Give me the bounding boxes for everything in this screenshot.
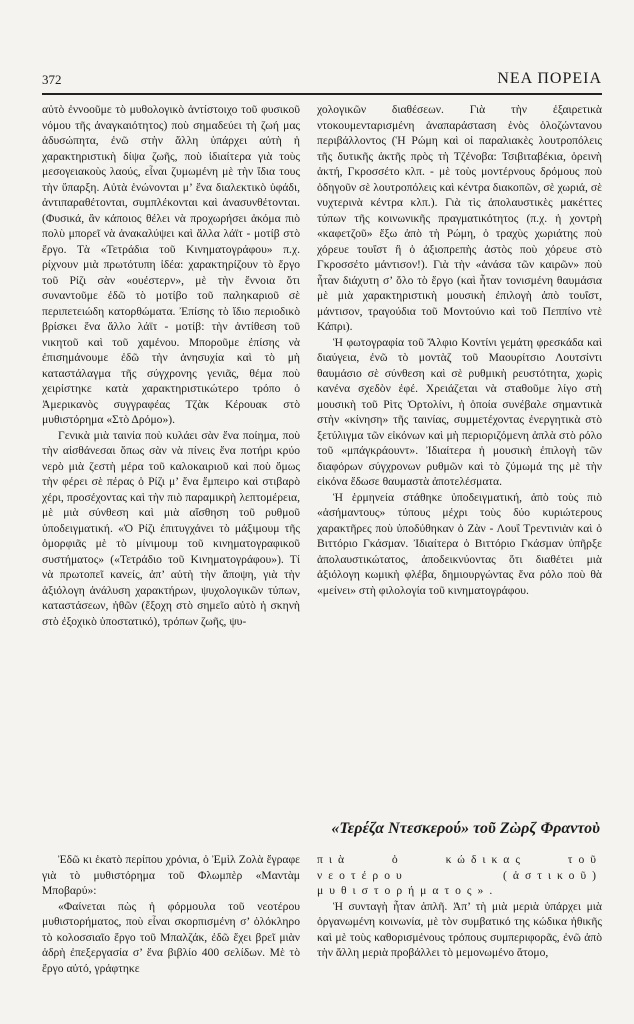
spaced-quote-end: πιὰ ὁ κώδικας τοῦ νεοτέρου (ἀστικοῦ) μυθιστορήματος». xyxy=(317,853,602,897)
paragraph: Ἡ φωτογραφία τοῦ Ἄλφιο Κοντίνι γεμάτη φρεσκάδα καὶ διαύγεια, ἐνῶ τὸ μοντὰζ τοῦ Μαουρίτσιο Λουτσίντι θαυμάσιο σὲ σύνθεση καὶ σὲ ρυθμικὴ ρευστότητα, χωρὶς κανένα σχεδὸν ἐφέ. Χρειάζεται νὰ σταθοῦμε λίγο στὴ μουσικὴ τοῦ Ρὶτς Ὀρτολίνι, ἡ ὁποία συνέβαλε σημαντικὰ στὴν «κίνηση» τῆς ταινίας, συμμετέχοντας ἐνεργητικὰ στὸ ξετύλιγμα τῶν εἰκόνων καὶ μὴ περιοριζόμενη ἁπλὰ στὸ ρόλο τοῦ «μπάγκράουντ». Ἰδιαίτερα ἡ μουσικὴ ἐπιλογὴ τῶν διαφόρων σύγχρονων ρυθμῶν καὶ τὸ ζύμωμά της μὲ τὴν εἰκόνα ἔδωσε θαυμαστὰ ἀποτελέσματα. xyxy=(317,335,602,488)
header-rule xyxy=(42,93,602,95)
paragraph: αὐτὸ ἐννοοῦμε τὸ μυθολογικὸ ἀντίστοιχο τοῦ φυσικοῦ νόμου τῆς ἀναγκαιότητος) ποὺ σημαδεύει τὴ ζωή μας ἀδυσώπητα, ἐνῶ στὴν ἄλλη ὑπάρχει αὐτὴ ἡ χαρακτηριστικὴ δίψα ζωῆς, ποὺ ἰδιαίτερα γιὰ τοὺς μεσογειακοὺς λαούς, εἶναι ζυμωμένη μὲ τὴν ἴδια τους τὴν ὕπαρξη. Αὐτὰ ἑνώνονται μ’ ἕνα διαλεκτικὸ ὑφάδι, ἀντιπαραθέτονται, συμπλέκονται καὶ ἀνασυνθέτονται. (Φυσικά, ἂν κάποιος θέλει νὰ προχωρήσει ἀκόμα πιὸ πολὺ μπορεῖ νὰ ἀνακαλύψει καὶ ἄλλα λάϊτ - μοτίβ στὸ ἔργο. Τὰ «Τετράδια τοῦ Κινηματογράφου» π.χ. ρίχνουν μιὰ πρωτότυπη ἰδέα: χαρακτηρίζουν τὸ ἔργο τοῦ Ρίζι σὰν «ουέστερν», μὲ τὴν ἔννοια ὅτι συναντοῦμε ἐδῶ τὸ μοτίβο τοῦ παληκαριοῦ σὲ περιπετειώδη κατορθώματα. Ἐπίσης τὸ ἴδιο περιοδικὸ βρίσκει ἕνα ἄλλο λάϊτ - μοτίβ: τὴν ἀντίθεση τοῦ νικητοῦ καὶ τοῦ χαμένου. Μποροῦμε ἐπίσης νὰ ἐπισημάνουμε ἐδῶ τὴν ἀνησυχία καὶ τὸ μὴ καταστάλαγμα τῆς σύγχρονης γενιᾶς, θέμα ποὺ χειρίστηκε κατὰ χαρακτηριστικώτερο τρόπο ὁ Ἀμερικανὸς συγγραφέας Τζὰκ Κέρουακ στὸ μυθιστόρημα «Στὸ Δρόμο»). xyxy=(42,103,300,426)
paragraph: Γενικὰ μιὰ ταινία ποὺ κυλάει σὰν ἕνα ποίημα, ποὺ τὴν αἰσθάνεσαι ὅπως σὰν νὰ πίνεις ἕνα ποτήρι κρύο νερὸ μιὰ ζεστὴ μέρα τοῦ καλοκαιριοῦ καὶ ποὺ ὅμως τὴν φέρει σὲ πέρας ὁ Ρίζι μ’ ἕνα ἔμπειρο καὶ στιβαρὸ χέρι, προσέχοντας καὶ τὴν πιὸ παραμικρὴ λεπτομέρεια, μὲ μιὰ σύνθεση καὶ μιὰ αἴσθηση τοῦ ρυθμοῦ ὑποδειγματική. «Ὁ Ρίζι ἐπιτυγχάνει τὸ μάξιμουμ τῆς ὁμορφιᾶς μὲ τὸ μίνιμουμ τοῦ κινηματογραφικοῦ συστήματος» («Τετράδιο τοῦ Κινηματογράφου»). Τί νὰ πρωτοπεῖ κανείς, ἀπ’ αὐτὴ τὴν ἄποψη, γιὰ τὴν ἀξιόλογη ἀνάλυση χαρακτήρων, ψυχολογικῶν τύπων, καταστάσεων, ἠθῶν (ἔξοχη στὸ σημεῖο αὐτὸ ἡ σκηνὴ στὸ ἐξοχικὸ ὑποστατικό), τρόπων ζωῆς, ψυ- xyxy=(42,428,300,628)
paragraph: Ἡ συνταγὴ ἦταν ἁπλῆ. Ἀπ’ τὴ μιὰ μεριὰ ὑπάρχει μιὰ ὀργανωμένη κοινωνία, μὲ τὸν συμβατικό της κώδικα ἠθικῆς καὶ μὲ τοὺς καθορισμένους τρόπους συμπεριφορᾶς, ἐνῶ ἀπὸ τὴν ἄλλη μεριὰ προβάλλει τὸ μεμονωμένο ἄτομο, xyxy=(317,899,602,959)
journal-title: ΝΕΑ ΠΟΡΕΙΑ xyxy=(497,70,602,87)
article-left-column xyxy=(42,852,300,976)
top-right-column xyxy=(317,102,602,598)
page-number: 372 xyxy=(42,72,62,87)
article-title: «Τερέζα Ντεσκερού» τοῦ Ζὼρζ Φραντοὺ xyxy=(331,820,600,837)
quote-paragraph: «Φαίνεται πὼς ἡ φόρμουλα τοῦ νεοτέρου μυθιστορήματος, ποὺ εἶναι σκορπισμένη σ’ ὁλόκληρο τὸ κολοσσιαῖο ἔργο τοῦ Μπαλζάκ, ἐδῶ ἔχει βρεῖ μιὰν ἁδρὴ ἐπεξεργασία σ’ ἕνα βιβλίο 400 σελίδων. Μὲ τὸ ἔργο αὐτό, γράφτηκε xyxy=(42,899,300,975)
page-header xyxy=(42,70,602,92)
paragraph: Ἐδῶ κι ἑκατὸ περίπου χρόνια, ὁ Ἐμὶλ Ζολὰ ἔγραφε γιὰ τὸ μυθιστόρημα τοῦ Φλωμπὲρ «Μαντὰμ Μποβαρύ»: xyxy=(42,853,300,897)
paragraph: Ἡ ἑρμηνεία στάθηκε ὑποδειγματική, ἀπὸ τοὺς πιὸ «ἀσήμαντους» τύπους μέχρι τοὺς δύο κυριώτερους χαρακτῆρες ποὺ ὑποδύθηκαν ὁ Ζὰν - Λουΐ Τρεντινιὰν καὶ ὁ Βιττόριο Γκάσμαν. Ἰδιαίτερα ὁ Βιττόριο Γκάσμαν ὑπῆρξε ἀπολαυστικώτατος, ἀποδεικνύοντας ὅτι διαθέτει μιὰ ἀξιόλογη κωμικὴ φλέβα, δημιουργώντας ἕνα ρόλο ποὺ θὰ «μείνει» στὴ φιλολογία τοῦ κινηματογράφου. xyxy=(317,490,602,597)
top-left-column xyxy=(42,102,300,629)
paragraph: χολογικῶν διαθέσεων. Γιὰ τὴν ἐξαιρετικὰ ντοκουμενταρισμένη ἀναπαράσταση ἑνὸς ὁλοζώντανου περιβάλλοντος (Ἡ Ρώμη καὶ οἱ παραλιακὲς λουτροπόλεις τῆς δυτικῆς ἀκτῆς πρὸς τὴ Τζένοβα: Τσιβιταβέκια, ὀρεινὴ ἀκτή, Γκροσσέτο κλπ. - μὲ τοὺς μοντέρνους δρόμους ποὺ ὁδηγοῦν σὲ λουτροπόλεις καὶ κέντρα διακοπῶν, σὲ χωριά, σὲ νυχτερινὰ κέντρα κλπ.). Γιὰ τὶς ἀπολαυστικὲς μακέττες τύπων τῆς κοινωνικῆς πραγματικότητος (π.χ. ἡ χοντρὴ «καφετζοῦ» ἔξω ἀπὸ τὴ Ρώμη, ὁ τραχὺς χωριάτης ποὺ χόρευε τουΐστ ἢ ὁ ἀξιοπρεπὴς ἀστὸς ποὺ χόρευε στὸ Γκροσσέτο μάντισον!). Γιὰ τὴν «ἀνάσα τῶν καιρῶν» ποὺ ἦταν διάχυτη σ’ ὅλο τὸ ἔργο (καὶ ἦταν τονισμένη θαυμάσια μὲ μιὰ χαρακτηριστικὴ μουσικὴ ἐπιλογὴ ἀπὸ τουΐστ, μάντισον, τραγούδια τοῦ Μοντούνιο καὶ τοῦ Πεππίνο ντὲ Κάπρι). xyxy=(317,103,602,333)
article-right-column xyxy=(317,852,602,961)
